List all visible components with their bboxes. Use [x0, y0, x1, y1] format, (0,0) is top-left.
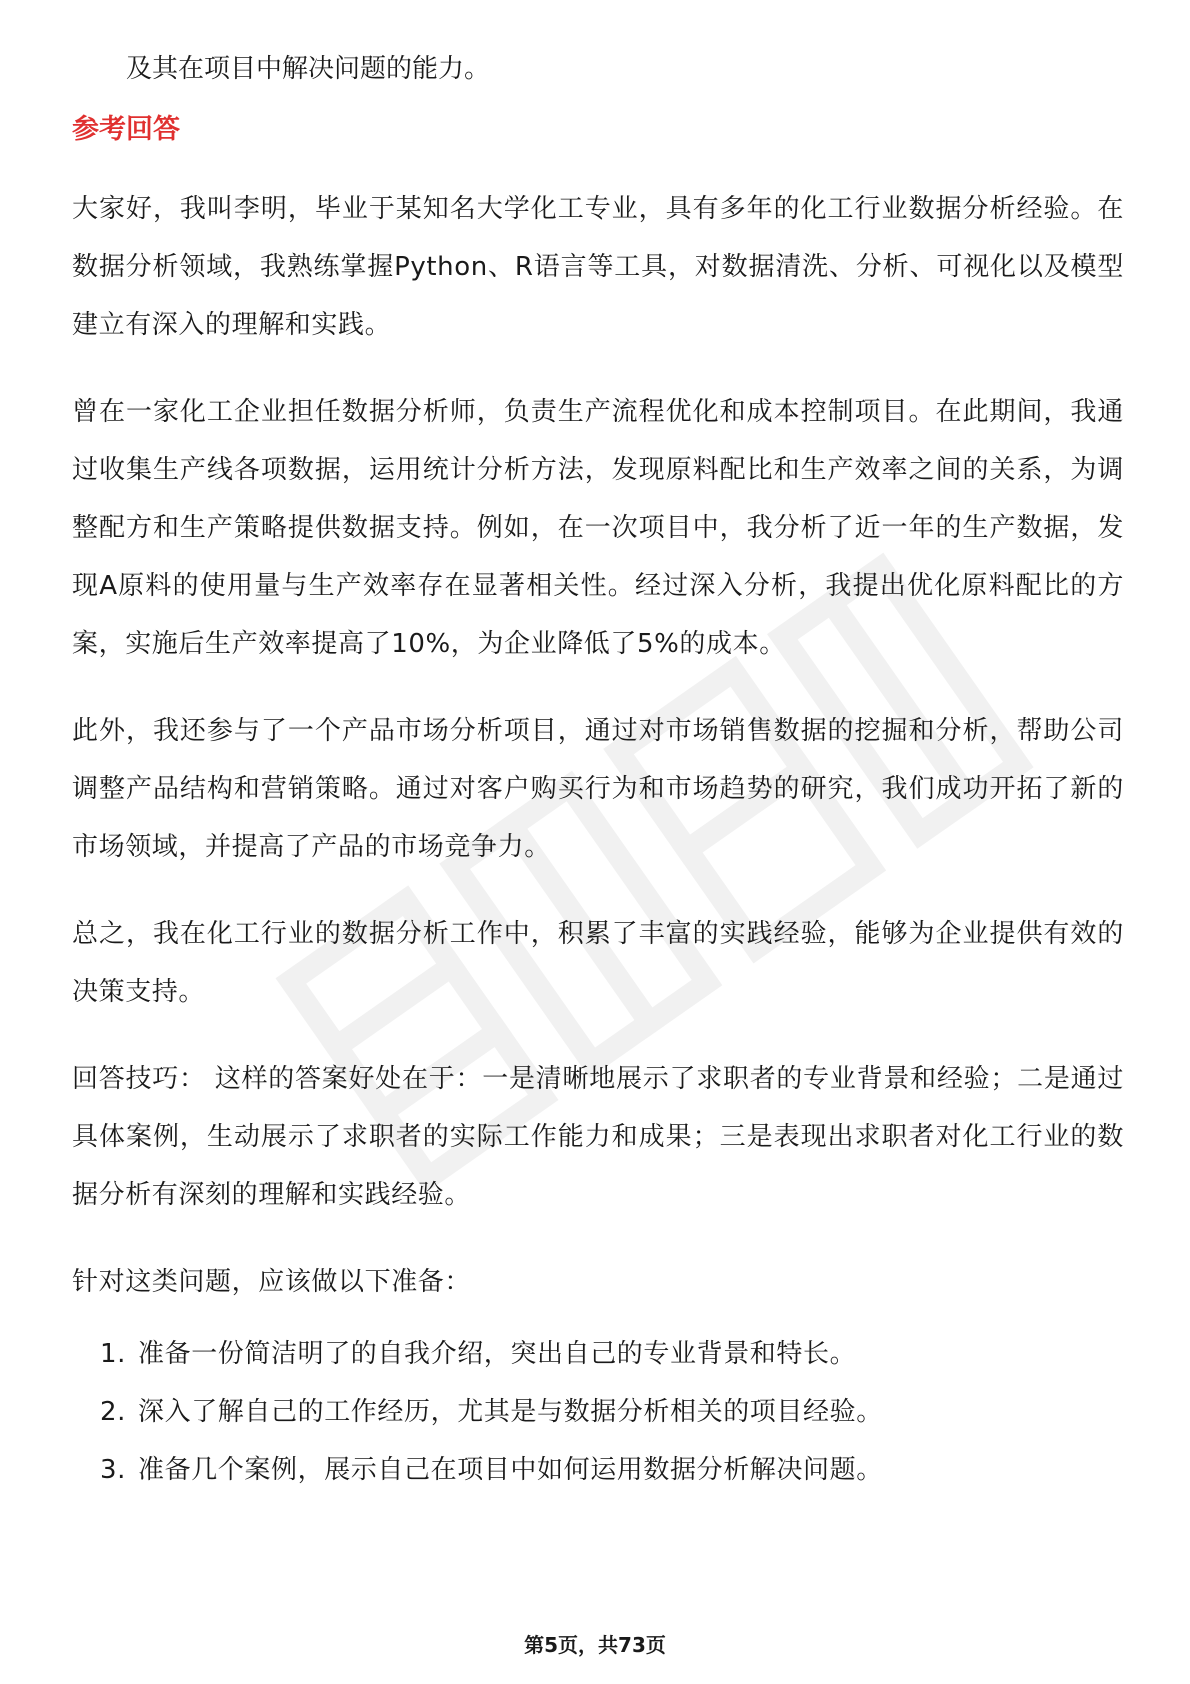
lead-line: 及其在项目中解决问题的能力。	[126, 54, 491, 84]
paragraph-intro: 大家好，我叫李明，毕业于某知名大学化工专业，具有多年的化工行业数据分析经验。在数据分析领域，我熟练掌握Python、R语言等工具，对数据清洗、分析、可视化以及模型建立有深入的理解和实践。	[72, 194, 1124, 340]
page-number-footer: 第5页，共73页	[524, 1633, 666, 1657]
paragraph-market-project: 此外，我还参与了一个产品市场分析项目，通过对市场销售数据的挖掘和分析，帮助公司调整产品结构和营销策略。通过对客户购买行为和市场趋势的研究，我们成功开拓了新的市场领域，并提高了产品的市场竞争力。	[72, 716, 1124, 862]
list-item-text: 准备一份简洁明了的自我介绍，突出自己的专业背景和特长。	[138, 1339, 857, 1369]
document-body	[72, 40, 1124, 1499]
list-item-number: 2.	[99, 1397, 126, 1427]
list-item-text: 深入了解自己的工作经历，尤其是与数据分析相关的项目经验。	[138, 1397, 883, 1427]
list-item	[72, 1383, 1124, 1441]
list-item-number: 3.	[99, 1455, 126, 1485]
paragraph-summary: 总之，我在化工行业的数据分析工作中，积累了丰富的实践经验，能够为企业提供有效的决策支持。	[72, 919, 1124, 1007]
list-item	[72, 1441, 1124, 1499]
section-heading-reference-answer: 参考回答	[72, 114, 180, 145]
paragraph-preparation-intro: 针对这类问题，应该做以下准备：	[72, 1267, 472, 1297]
list-item-text: 准备几个案例，展示自己在项目中如何运用数据分析解决问题。	[138, 1455, 883, 1485]
paragraph-answer-tips: 回答技巧： 这样的答案好处在于：一是清晰地展示了求职者的专业背景和经验；二是通过具体案例，生动展示了求职者的实际工作能力和成果；三是表现出求职者对化工行业的数据分析有深刻的理解和实践经验。	[72, 1064, 1124, 1210]
paragraph-experience: 曾在一家化工企业担任数据分析师，负责生产流程优化和成本控制项目。在此期间，我通过收集生产线各项数据，运用统计分析方法，发现原料配比和生产效率之间的关系，为调整配方和生产策略提供数据支持。例如，在一次项目中，我分析了近一年的生产数据，发现A原料的使用量与生产效率存在显著相关性。经过深入分析，我提出优化原料配比的方案，实施后生产效率提高了10%，为企业降低了5%的成本。	[72, 397, 1124, 659]
list-item	[72, 1325, 1124, 1383]
list-item-number: 1.	[99, 1339, 126, 1369]
preparation-list	[72, 1325, 1124, 1499]
